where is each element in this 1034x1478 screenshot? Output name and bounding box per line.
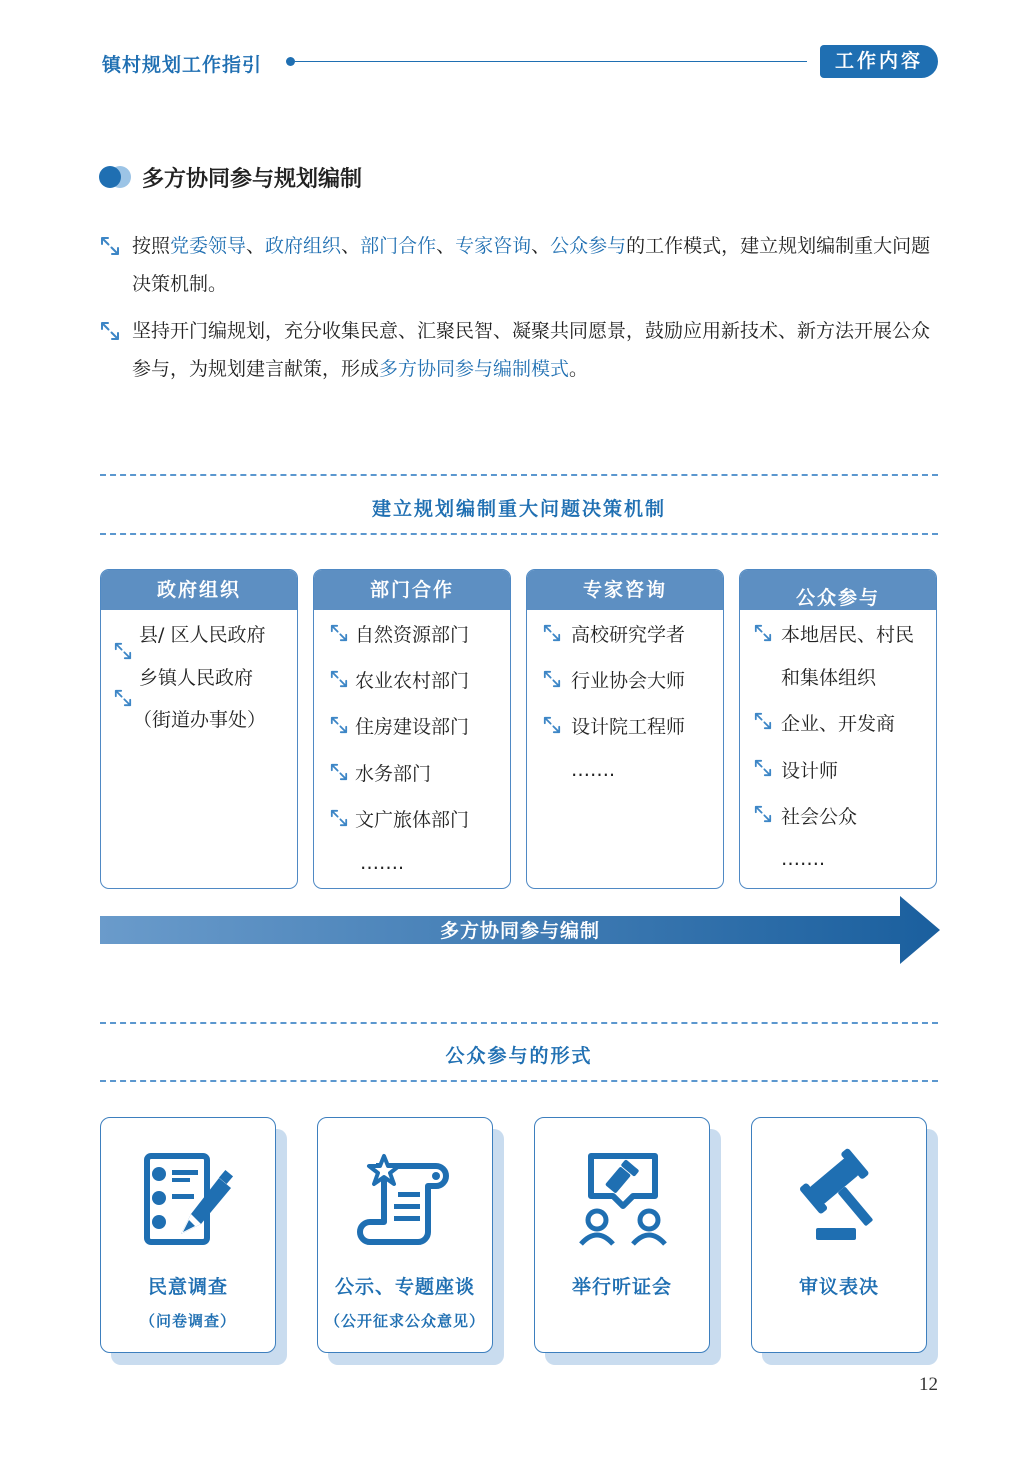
bullet-arrow-icon	[543, 670, 561, 688]
mechanism-title: 建立规划编制重大问题决策机制	[371, 498, 666, 520]
column-item: 农业农村部门	[355, 670, 470, 692]
header-rule	[295, 61, 807, 62]
dashed-divider	[100, 1022, 938, 1024]
card-vote	[751, 1117, 927, 1353]
column-item: …….	[781, 848, 826, 870]
column-government	[100, 569, 298, 889]
column-item: 乡镇人民政府	[139, 667, 254, 689]
column-item: 设计院工程师	[571, 716, 686, 738]
card-hearing	[534, 1117, 710, 1353]
p1-highlight-public: 公众参与	[550, 235, 627, 257]
column-head: 部门合作	[314, 570, 510, 610]
column-head: 政府组织	[101, 570, 297, 610]
column-item: （街道办事处）	[133, 709, 267, 731]
column-item: 高校研究学者	[571, 624, 686, 646]
card-survey	[100, 1117, 276, 1353]
p1-text-b: 的工作模式，建立规划编制重大问题决策机制。	[132, 235, 931, 295]
forms-title: 公众参与的形式	[445, 1045, 593, 1067]
paragraph-1	[100, 227, 940, 303]
column-item: 住房建设部门	[355, 716, 470, 738]
column-item: 企业、开发商	[781, 713, 896, 735]
bullet-arrow-icon	[100, 321, 120, 341]
dashed-divider	[100, 474, 938, 476]
column-item: 县/ 区人民政府	[139, 624, 266, 646]
bullet-arrow-icon	[543, 716, 561, 734]
paragraph-2	[100, 312, 940, 388]
notice-scroll-icon	[356, 1148, 456, 1248]
p1-highlight-gov: 政府组织	[265, 235, 342, 257]
p2-highlight: 多方协同参与编制模式	[379, 358, 570, 380]
column-item: 自然资源部门	[355, 624, 470, 646]
column-item: 水务部门	[355, 763, 432, 785]
column-item: …….	[571, 759, 616, 781]
dashed-divider	[100, 1080, 938, 1082]
column-item: 文广旅体部门	[355, 809, 470, 831]
column-item: …….	[360, 852, 405, 874]
bullet-arrow-icon	[330, 763, 348, 781]
bullet-arrow-icon	[754, 805, 772, 823]
bullet-arrow-icon	[330, 670, 348, 688]
card-label: 民意调查	[147, 1276, 228, 1298]
bullet-arrow-icon	[754, 624, 772, 642]
card-label: 公示、专题座谈	[334, 1276, 475, 1298]
p1-highlight-expert: 专家咨询	[455, 235, 532, 257]
column-item: 设计师	[781, 760, 839, 782]
p1-sep: 、	[341, 235, 361, 257]
column-public	[739, 569, 937, 889]
card-sublabel: （公开征求公众意见）	[324, 1312, 485, 1330]
column-item: 社会公众	[781, 806, 858, 828]
dashed-divider	[100, 533, 938, 535]
p1-sep: 、	[531, 235, 551, 257]
p1-sep: 、	[436, 235, 456, 257]
bullet-arrow-icon	[754, 759, 772, 777]
column-experts	[526, 569, 724, 889]
header-title: 镇村规划工作指引	[102, 54, 263, 76]
survey-icon	[139, 1148, 239, 1248]
column-departments	[313, 569, 511, 889]
card-sublabel: （问卷调查）	[139, 1312, 236, 1330]
bullet-arrow-icon	[754, 712, 772, 730]
column-item: 和集体组织	[781, 667, 877, 689]
column-item: 本地居民、村民	[781, 624, 915, 646]
card-label: 举行听证会	[571, 1276, 672, 1298]
card-label: 审议表决	[798, 1276, 879, 1298]
bullet-arrow-icon	[100, 236, 120, 256]
bullet-arrow-icon	[114, 689, 132, 707]
header-dot	[286, 57, 295, 66]
page-number: 12	[919, 1374, 938, 1395]
bullet-arrow-icon	[330, 809, 348, 827]
hearing-icon	[573, 1148, 673, 1248]
column-item: 行业协会大师	[571, 670, 686, 692]
column-head: 公众参与	[740, 570, 936, 610]
p1-highlight-dept: 部门合作	[360, 235, 437, 257]
arrow-label: 多方协同参与编制	[439, 920, 600, 942]
card-notice	[317, 1117, 493, 1353]
p2-text-b: 。	[569, 358, 589, 380]
gavel-icon	[790, 1148, 890, 1248]
section-dots-icon	[99, 165, 133, 189]
p1-highlight-party: 党委领导	[170, 235, 247, 257]
p1-sep: 、	[246, 235, 266, 257]
header-badge: 工作内容	[820, 45, 938, 78]
p2-text-a: 坚持开门编规划，充分收集民意、汇聚民智、凝聚共同愿景，鼓励应用新技术、新方法开展公众参与，为规划建言献策，形成	[132, 320, 931, 380]
section-title: 多方协同参与规划编制	[142, 167, 363, 192]
bullet-arrow-icon	[330, 716, 348, 734]
column-head: 专家咨询	[527, 570, 723, 610]
p1-text-a: 按照	[132, 235, 171, 257]
bullet-arrow-icon	[543, 624, 561, 642]
bullet-arrow-icon	[330, 624, 348, 642]
bullet-arrow-icon	[114, 642, 132, 660]
